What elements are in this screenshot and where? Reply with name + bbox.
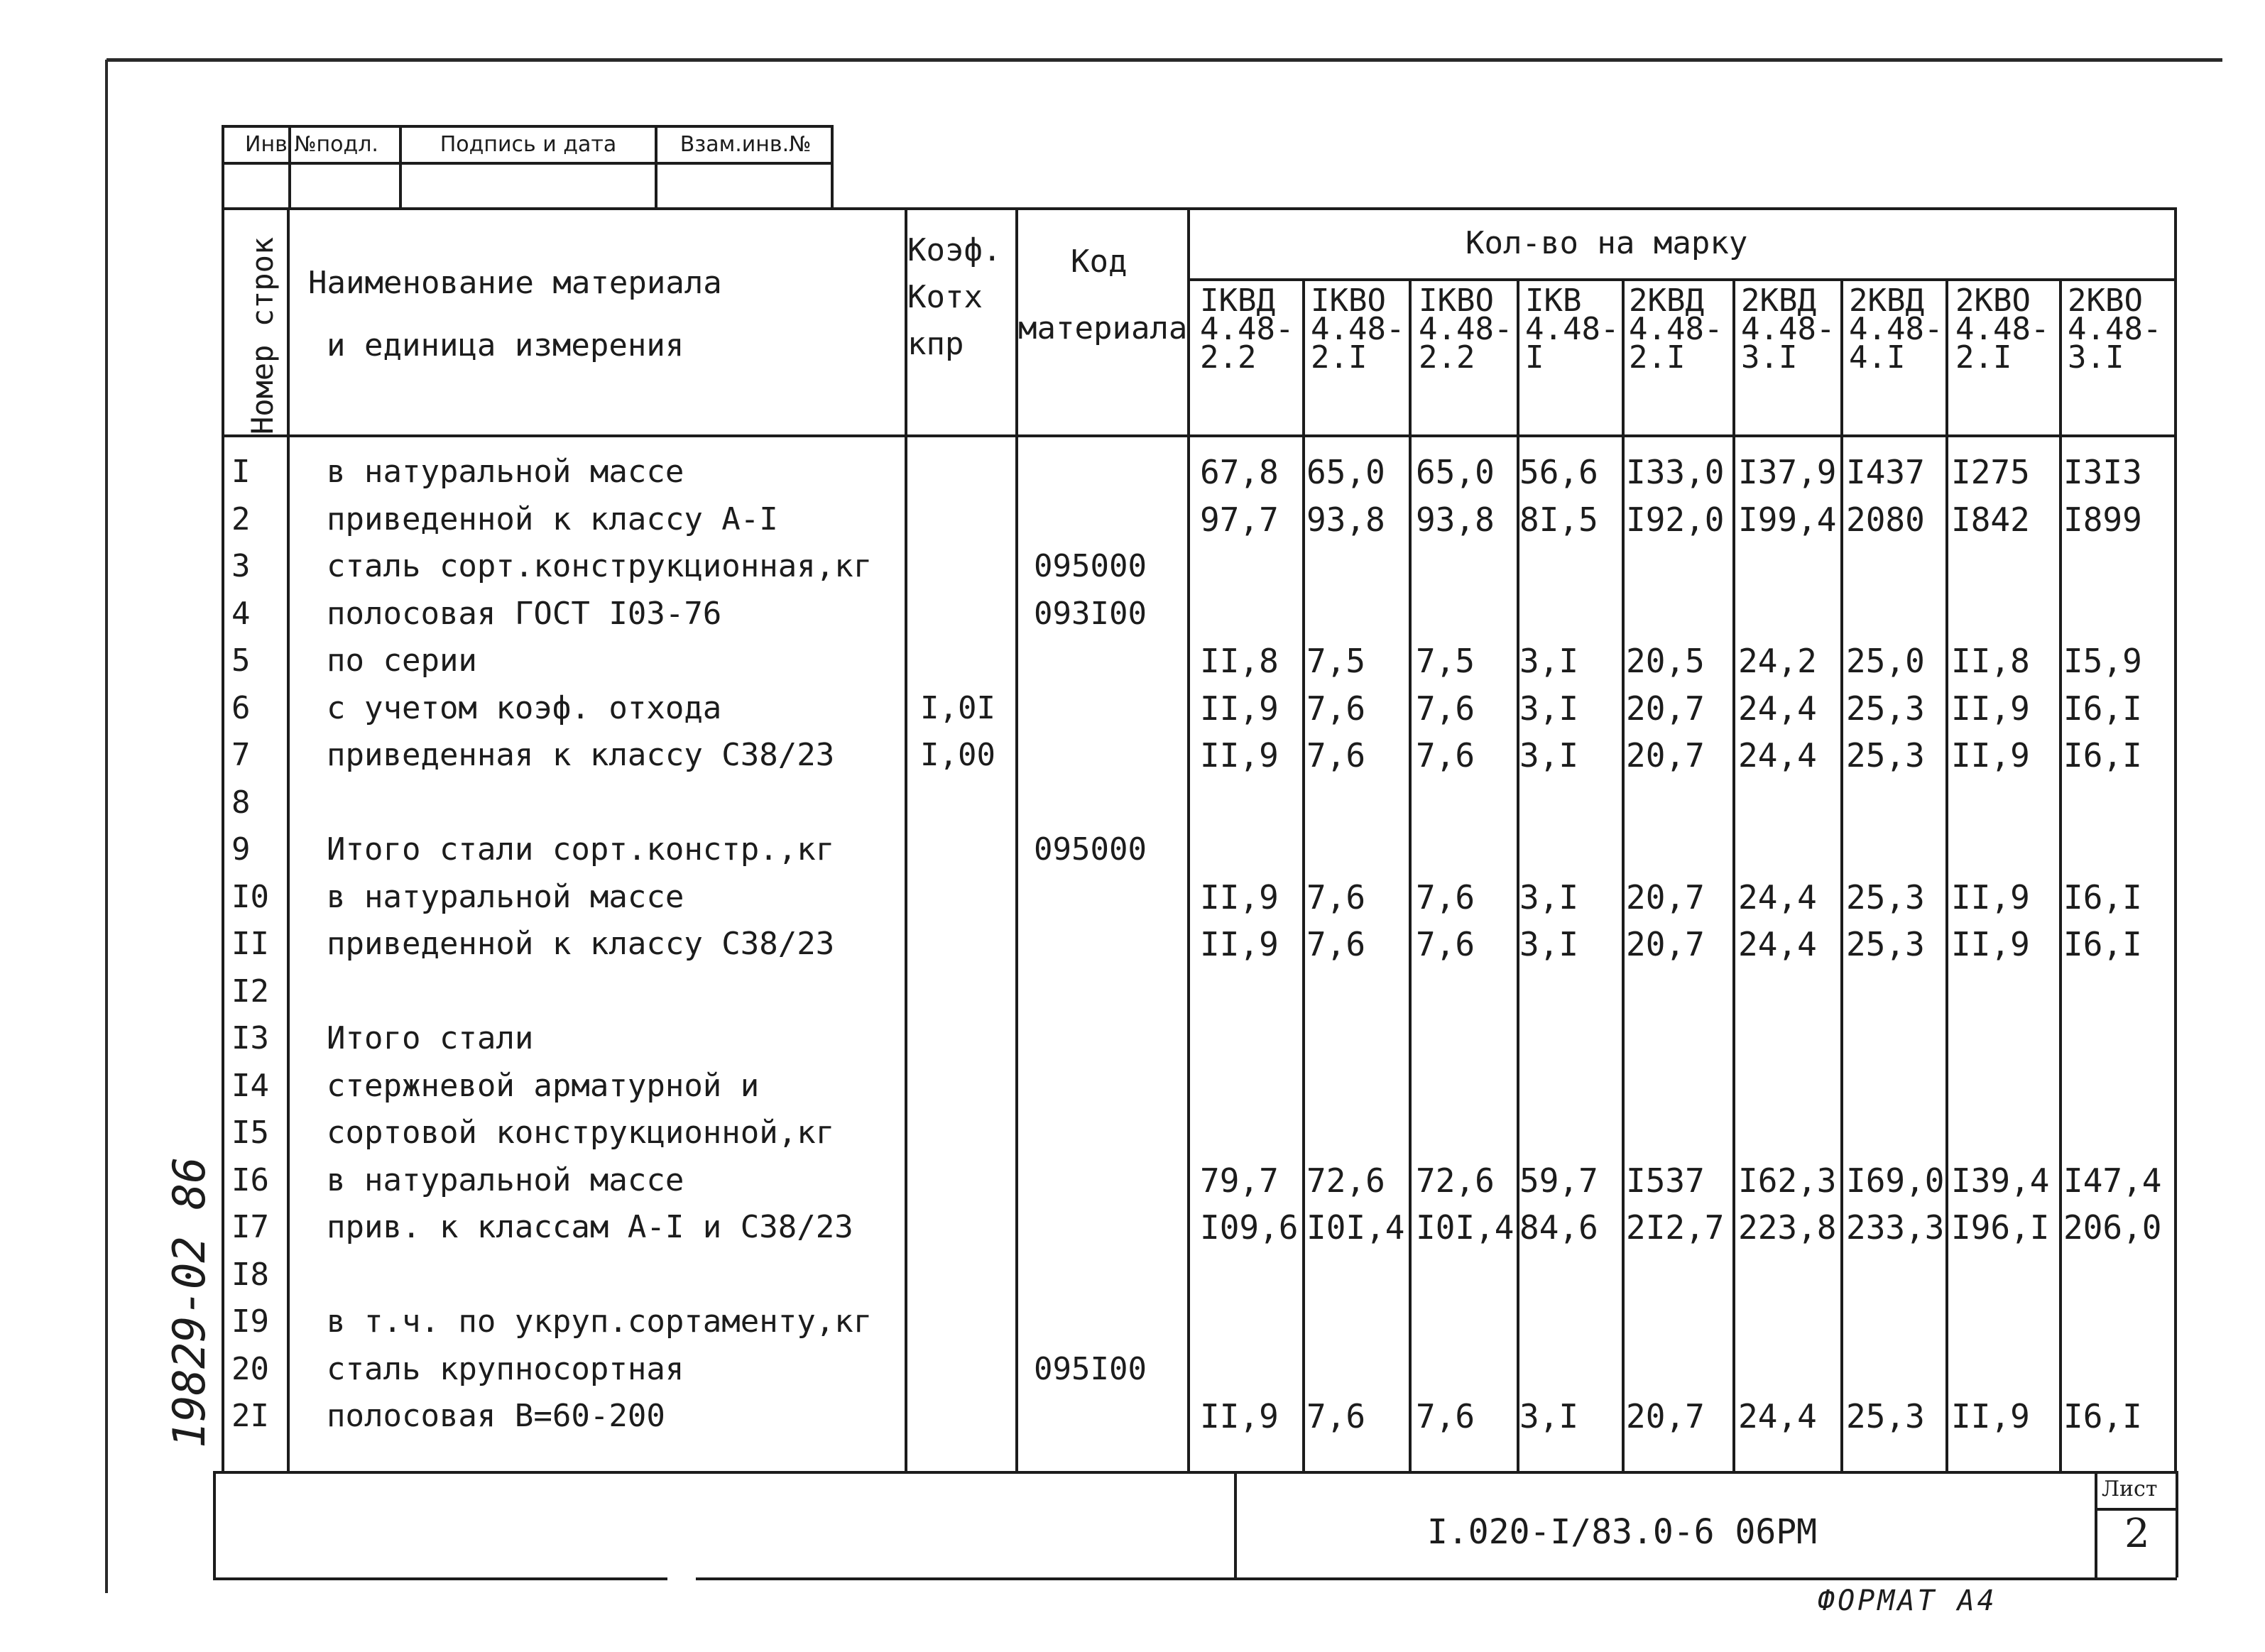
row-number: I9 — [231, 1303, 269, 1340]
row-number: 5 — [231, 642, 251, 679]
row-qty-value: 24,4 — [1738, 925, 1817, 963]
title-block-left-line — [213, 1471, 216, 1577]
row-qty-value: I437 — [1846, 453, 1925, 491]
title-block-divider — [1234, 1471, 1237, 1577]
col-line — [1302, 278, 1305, 1474]
header-koef-line3: кпр — [907, 326, 964, 362]
row-qty-value: 20,7 — [1626, 689, 1705, 728]
row-material-code: 095000 — [1034, 831, 1147, 868]
row-qty-value: 56,6 — [1519, 453, 1598, 491]
row-qty-value: 20,7 — [1626, 1397, 1705, 1435]
row-material-name: стержневой арматурной и — [327, 1068, 760, 1104]
row-qty-value: 24,2 — [1738, 642, 1817, 680]
row-qty-value: II,8 — [1200, 642, 1279, 680]
row-qty-value: 7,6 — [1416, 736, 1475, 775]
row-material-name: полосовая В=60-200 — [327, 1398, 665, 1434]
stamp-sign-label: Подпись и дата — [440, 132, 617, 157]
row-qty-value: 84,6 — [1519, 1208, 1598, 1247]
row-number: 6 — [231, 690, 251, 726]
header-row-number: Номер строк — [245, 236, 280, 434]
row-qty-value: I537 — [1626, 1161, 1705, 1200]
mark-header: 2КВО 4.48- 2.I — [1955, 283, 2050, 376]
row-number: I4 — [231, 1068, 269, 1104]
row-qty-value: I62,3 — [1738, 1161, 1837, 1200]
stamp-replace-label: Взам.инв.№ — [680, 132, 812, 157]
side-handwritten-code: 19829-02 86 — [163, 1156, 215, 1448]
row-qty-value: 3,I — [1519, 689, 1579, 728]
row-number: 4 — [231, 596, 251, 632]
row-material-name: приведенной к классу С38/23 — [327, 926, 835, 962]
row-qty-value: II,9 — [1200, 878, 1279, 917]
row-qty-value: 7,6 — [1416, 925, 1475, 963]
row-qty-value: 7,6 — [1416, 878, 1475, 917]
col-line — [287, 207, 290, 1474]
row-number: I2 — [231, 973, 269, 1010]
row-qty-value: 24,4 — [1738, 736, 1817, 775]
row-qty-value: 2I2,7 — [1626, 1208, 1725, 1247]
mark-header: IКВД 4.48- 2.2 — [1200, 283, 1294, 376]
row-qty-value: 7,6 — [1306, 878, 1366, 917]
format-note: ФОРМАТ А4 — [1818, 1585, 1997, 1617]
row-qty-value: 25,0 — [1846, 642, 1925, 680]
row-qty-value: 25,3 — [1846, 878, 1925, 917]
qty-group-underline — [1187, 278, 2177, 281]
row-qty-value: 24,4 — [1738, 1397, 1817, 1435]
row-qty-value: 67,8 — [1200, 453, 1279, 491]
row-material-name: Итого стали — [327, 1020, 534, 1056]
col-line — [905, 207, 907, 1474]
row-qty-value: I0I,4 — [1306, 1208, 1405, 1247]
row-material-code: 095000 — [1034, 548, 1147, 584]
row-qty-value: II,8 — [1951, 642, 2030, 680]
col-line — [1945, 278, 1948, 1474]
row-qty-value: I09,6 — [1200, 1208, 1299, 1247]
mark-header: IКВО 4.48- 2.2 — [1419, 283, 1513, 376]
row-qty-value: 24,4 — [1738, 689, 1817, 728]
title-block-bottom-line — [696, 1577, 2177, 1580]
row-qty-value: I69,0 — [1846, 1161, 1945, 1200]
row-material-code: 095I00 — [1034, 1351, 1147, 1387]
col-line — [1732, 278, 1735, 1474]
header-name-line2: и единица измерения — [327, 327, 684, 363]
row-qty-value: I33,0 — [1626, 453, 1725, 491]
row-material-name: по серии — [327, 642, 477, 679]
header-koef-line1: Коэф. — [907, 232, 1002, 268]
row-qty-value: 25,3 — [1846, 689, 1925, 728]
row-number: 2 — [231, 501, 251, 537]
title-block-right-line — [2176, 1471, 2178, 1577]
row-qty-value: 7,6 — [1306, 1397, 1366, 1435]
row-qty-value: 233,3 — [1846, 1208, 1945, 1247]
row-qty-value: I6,I — [2063, 1397, 2142, 1435]
row-qty-value: 25,3 — [1846, 925, 1925, 963]
row-qty-value: II,9 — [1951, 1397, 2030, 1435]
row-qty-value: I96,I — [1951, 1208, 2050, 1247]
row-qty-value: I92,0 — [1626, 500, 1725, 539]
row-number: 9 — [231, 831, 251, 868]
sheet-number: 2 — [2124, 1511, 2150, 1557]
row-number: I5 — [231, 1115, 269, 1151]
mark-header: 2КВД 4.48- 3.I — [1741, 283, 1835, 376]
row-qty-value: II,9 — [1951, 925, 2030, 963]
row-koef: I,00 — [920, 737, 995, 773]
row-number: I8 — [231, 1257, 269, 1293]
mark-header: IКВ 4.48- I — [1525, 283, 1620, 376]
stamp-divider — [224, 162, 831, 165]
row-material-name: в т.ч. по укруп.сортаменту,кг — [327, 1303, 873, 1340]
row-qty-value: I6,I — [2063, 736, 2142, 775]
row-koef: I,0I — [920, 690, 995, 726]
mark-header: IКВО 4.48- 2.I — [1311, 283, 1405, 376]
row-qty-value: I47,4 — [2063, 1161, 2162, 1200]
row-material-name: с учетом коэф. отхода — [327, 690, 722, 726]
row-qty-value: 3,I — [1519, 925, 1579, 963]
header-bottom-line — [222, 434, 2177, 437]
row-qty-value: I275 — [1951, 453, 2030, 491]
frame-top-line — [107, 58, 2222, 62]
row-qty-value: 7,6 — [1306, 689, 1366, 728]
row-qty-value: 24,4 — [1738, 878, 1817, 917]
row-qty-value: 7,6 — [1416, 1397, 1475, 1435]
row-qty-value: 7,6 — [1306, 925, 1366, 963]
row-qty-value: I6,I — [2063, 878, 2142, 917]
stamp-inv-label: Инв №подл. — [245, 132, 378, 157]
row-qty-value: 20,7 — [1626, 736, 1705, 775]
row-qty-value: II,9 — [1200, 925, 1279, 963]
row-material-name: полосовая ГОСТ I03-76 — [327, 596, 722, 632]
row-qty-value: I99,4 — [1738, 500, 1837, 539]
row-number: 20 — [231, 1351, 269, 1387]
row-number: II — [231, 926, 269, 962]
row-qty-value: II,9 — [1951, 736, 2030, 775]
row-qty-value: I842 — [1951, 500, 2030, 539]
header-koef-line2: Котх — [907, 279, 983, 315]
row-qty-value: 65,0 — [1306, 453, 1385, 491]
row-qty-value: 7,6 — [1416, 689, 1475, 728]
row-qty-value: 7,5 — [1306, 642, 1366, 680]
row-material-name: в натуральной массе — [327, 454, 684, 490]
row-qty-value: 2080 — [1846, 500, 1925, 539]
title-block-divider — [2095, 1471, 2097, 1577]
row-qty-value: 3,I — [1519, 878, 1579, 917]
row-number: 2I — [231, 1398, 269, 1434]
row-qty-value: I6,I — [2063, 925, 2142, 963]
header-qty-group: Кол-во на марку — [1466, 225, 1748, 261]
row-qty-value: I3I3 — [2063, 453, 2142, 491]
title-block-bottom-line — [213, 1577, 667, 1580]
row-qty-value: 25,3 — [1846, 736, 1925, 775]
col-line — [1840, 278, 1843, 1474]
row-qty-value: II,9 — [1200, 689, 1279, 728]
row-qty-value: I37,9 — [1738, 453, 1837, 491]
row-qty-value: 223,8 — [1738, 1208, 1837, 1247]
inventory-stamp — [222, 125, 834, 210]
mark-header: 2КВД 4.48- 4.I — [1849, 283, 1943, 376]
frame-left-line — [105, 60, 108, 1593]
row-qty-value: 25,3 — [1846, 1397, 1925, 1435]
row-qty-value: 72,6 — [1416, 1161, 1495, 1200]
row-qty-value: II,9 — [1200, 736, 1279, 775]
row-qty-value: II,9 — [1200, 1397, 1279, 1435]
row-qty-value: 72,6 — [1306, 1161, 1385, 1200]
row-material-name: сталь сорт.конструкционная,кг — [327, 548, 873, 584]
row-material-code: 093I00 — [1034, 596, 1147, 632]
row-qty-value: 93,8 — [1416, 500, 1495, 539]
row-number: I3 — [231, 1020, 269, 1056]
col-line — [2059, 278, 2062, 1474]
title-block-top-line — [213, 1471, 2177, 1474]
row-qty-value: II,9 — [1951, 878, 2030, 917]
row-qty-value: 97,7 — [1200, 500, 1279, 539]
row-material-name: прив. к классам А-I и С38/23 — [327, 1209, 853, 1245]
col-line — [1015, 207, 1018, 1474]
mark-header: 2КВД 4.48- 2.I — [1629, 283, 1723, 376]
mark-header: 2КВО 4.48- 3.I — [2068, 283, 2162, 376]
row-qty-value: 3,I — [1519, 736, 1579, 775]
row-material-name: сталь крупносортная — [327, 1351, 684, 1387]
header-name-line1: Наименование материала — [308, 265, 722, 301]
document-code: I.020-I/83.0-6 06РМ — [1427, 1512, 1818, 1552]
row-material-name: приведенной к классу А-I — [327, 501, 778, 537]
col-line — [1622, 278, 1625, 1474]
row-qty-value: 65,0 — [1416, 453, 1495, 491]
row-material-name: Итого стали сорт.констр.,кг — [327, 831, 835, 868]
row-qty-value: 20,5 — [1626, 642, 1705, 680]
sheet-label: Лист — [2102, 1477, 2158, 1501]
row-qty-value: 3,I — [1519, 1397, 1579, 1435]
header-code-line1: Код — [1071, 244, 1128, 280]
row-qty-value: II,9 — [1951, 689, 2030, 728]
row-qty-value: I6,I — [2063, 689, 2142, 728]
row-number: I7 — [231, 1209, 269, 1245]
row-number: I0 — [231, 879, 269, 915]
row-material-name: в натуральной массе — [327, 879, 684, 915]
row-material-name: приведенная к классу С38/23 — [327, 737, 835, 773]
row-number: 8 — [231, 784, 251, 821]
row-qty-value: 93,8 — [1306, 500, 1385, 539]
row-qty-value: I5,9 — [2063, 642, 2142, 680]
header-code-line2: материала — [1018, 310, 1188, 346]
row-material-name: сортовой конструкционной,кг — [327, 1115, 835, 1151]
row-qty-value: 7,6 — [1306, 736, 1366, 775]
row-qty-value: 7,5 — [1416, 642, 1475, 680]
row-qty-value: 3,I — [1519, 642, 1579, 680]
row-qty-value: 79,7 — [1200, 1161, 1279, 1200]
row-number: I6 — [231, 1162, 269, 1198]
row-number: 3 — [231, 548, 251, 584]
row-qty-value: 59,7 — [1519, 1161, 1598, 1200]
row-qty-value: 8I,5 — [1519, 500, 1598, 539]
row-qty-value: I0I,4 — [1416, 1208, 1514, 1247]
col-line — [1187, 207, 1190, 1474]
row-number: I — [231, 454, 251, 490]
row-qty-value: 206,0 — [2063, 1208, 2162, 1247]
row-qty-value: I899 — [2063, 500, 2142, 539]
row-number: 7 — [231, 737, 251, 773]
row-qty-value: I39,4 — [1951, 1161, 2050, 1200]
col-line — [1409, 278, 1412, 1474]
row-qty-value: 20,7 — [1626, 925, 1705, 963]
row-material-name: в натуральной массе — [327, 1162, 684, 1198]
row-qty-value: 20,7 — [1626, 878, 1705, 917]
